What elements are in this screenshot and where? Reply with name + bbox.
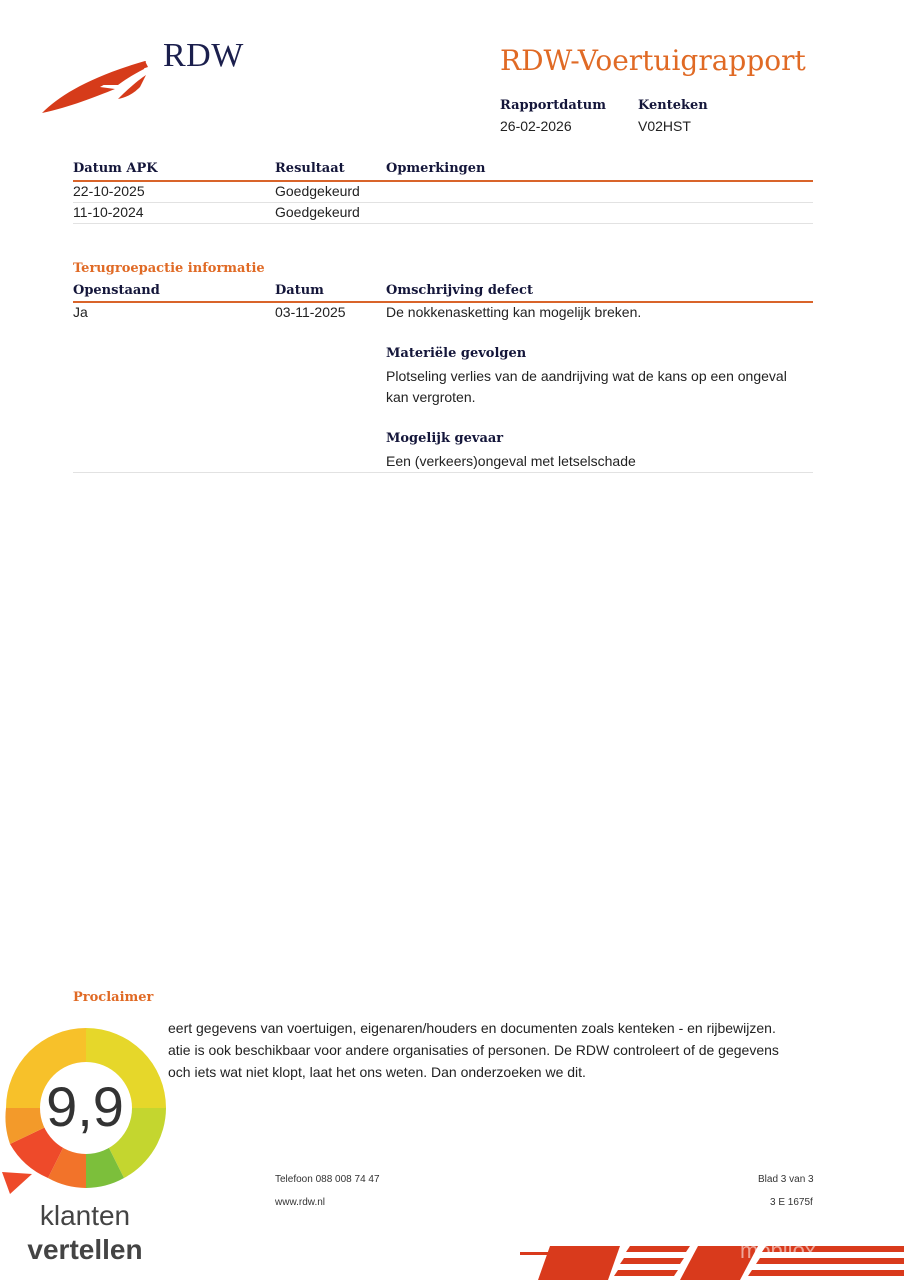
apk-row-1-resultaat: Goedgekeurd [275, 183, 360, 199]
logo-text: RDW [163, 37, 244, 74]
apk-row-1-datum: 22-10-2025 [73, 183, 145, 199]
footer-telefoon: Telefoon 088 008 74 47 [275, 1174, 380, 1185]
gevolgen-line-1: Plotseling verlies van de aandrijving wat de kans op een ongeval [386, 368, 787, 384]
apk-header-resultaat: Resultaat [275, 161, 345, 176]
gevaar-label: Mogelijk gevaar [386, 431, 504, 446]
recall-header-datum: Datum [275, 283, 324, 298]
apk-row-2-datum: 11-10-2024 [73, 204, 144, 220]
gevaar-text: Een (verkeers)ongeval met letselschade [386, 453, 636, 469]
rdw-logo-icon [40, 55, 180, 117]
apk-table-end [73, 223, 813, 224]
recall-header-rule [73, 301, 813, 303]
report-title: RDW-Voertuigrapport [500, 44, 806, 77]
proclaimer-line-3: och iets wat niet klopt, laat het ons weten. Dan onderzoeken we dit. [168, 1064, 586, 1080]
proclaimer-line-2: atie is ook beschikbaar voor andere organisaties of personen. De RDW controleert of de gegevens [168, 1042, 779, 1058]
apk-row-2-resultaat: Goedgekeurd [275, 204, 360, 220]
kenteken-value: V02HST [638, 118, 691, 134]
rapportdatum-value: 26-02-2026 [500, 118, 572, 134]
proclaimer-line-1: eert gegevens van voertuigen, eigenaren/houders en documenten zoals kenteken - en rijbewijzen. [168, 1020, 776, 1036]
recall-section-title: Terugroepactie informatie [73, 261, 265, 276]
recall-header-omschrijving: Omschrijving defect [386, 283, 533, 298]
recall-omschrijving: De nokkenasketting kan mogelijk breken. [386, 304, 642, 320]
kenteken-label: Kenteken [638, 98, 708, 113]
recall-openstaand: Ja [73, 304, 88, 320]
apk-header-rule [73, 180, 813, 182]
proclaimer-title: Proclaimer [73, 990, 154, 1005]
rating-word-1: klanten [39, 1200, 131, 1231]
rapportdatum-label: Rapportdatum [500, 98, 606, 113]
footer-page-number: Blad 3 van 3 [758, 1174, 814, 1185]
footer-code: 3 E 1675f [770, 1197, 813, 1208]
rating-score: 9,9 [46, 1075, 124, 1138]
recall-table-end [73, 472, 813, 473]
footer-website[interactable]: www.rdw.nl [275, 1197, 326, 1208]
gevolgen-line-2: kan vergroten. [386, 389, 476, 405]
apk-header-opmerkingen: Opmerkingen [386, 161, 486, 176]
decorative-stripes-icon [520, 1240, 904, 1280]
gevolgen-label: Materiële gevolgen [386, 346, 527, 361]
recall-datum: 03-11-2025 [275, 304, 346, 320]
recall-header-openstaand: Openstaand [73, 283, 160, 298]
apk-row-divider [73, 202, 813, 203]
rating-word-2: vertellen [27, 1234, 143, 1265]
apk-header-datum: Datum APK [73, 161, 158, 176]
watermark-text: mobilox [740, 1238, 816, 1263]
